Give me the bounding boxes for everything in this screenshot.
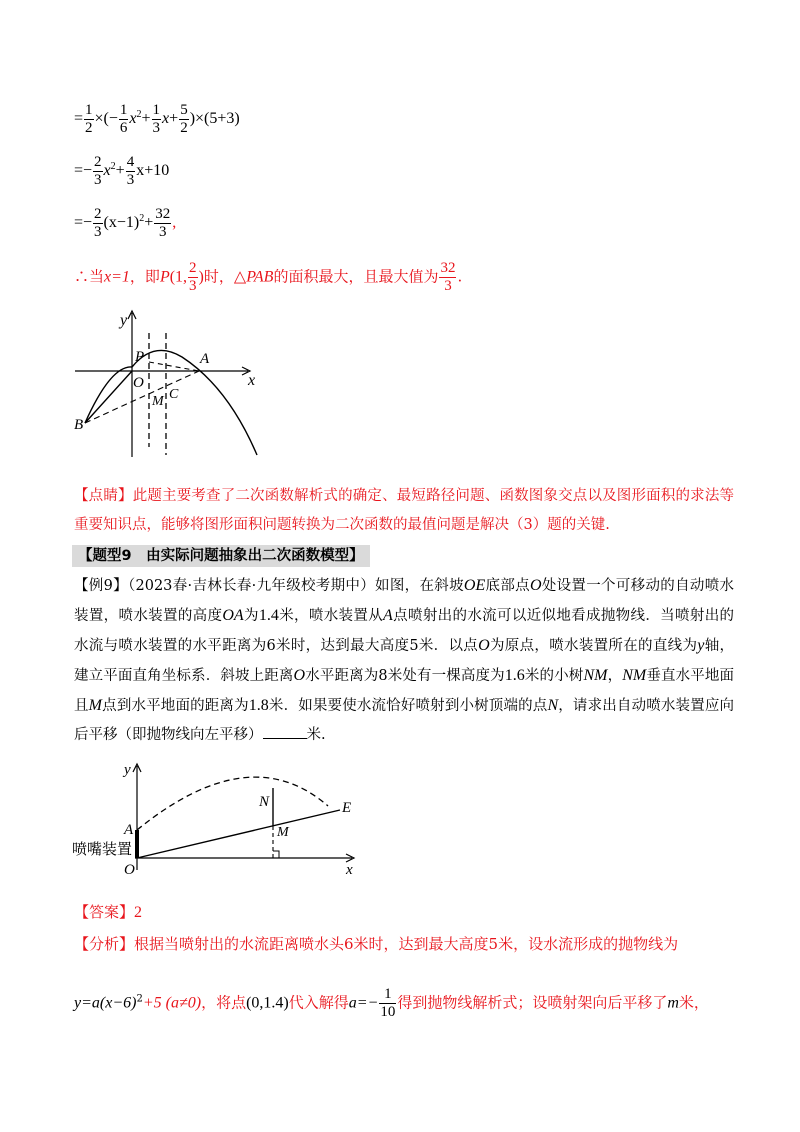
label-A: A — [124, 822, 134, 838]
label-x: x — [346, 862, 353, 878]
answer-tag: 【答案】 — [74, 903, 135, 921]
label-E: E — [342, 800, 352, 816]
water-parabola — [137, 777, 328, 830]
right-angle-mark — [273, 851, 279, 858]
derivation-line-2: =− $\frac{2}{3}$ $x^2+$ $\frac{4}{3}$ x+10 — [74, 154, 170, 188]
label-M: M — [152, 394, 164, 409]
segment-BO — [85, 371, 132, 423]
analysis-line-1: 【分析】根据当喷射出的水流距离喷水头6米时，达到最大高度5米，设水流形成的抛物线为 — [74, 935, 679, 953]
device-label: 喷嘴装置 — [72, 840, 133, 858]
label-O: O — [124, 862, 135, 878]
label-y: y — [120, 312, 128, 329]
slope-OE — [137, 810, 340, 858]
example-tag: 【例9】 — [74, 578, 128, 594]
comment-text: 此题主要考查了二次函数解析式的确定、最短路径问题、函数图象交点以及图形面积的求法等重要知识点，能够将图形面积问题转换为二次函数的最值问题是解决（3）题的关键. — [74, 488, 735, 533]
label-N: N — [259, 794, 270, 810]
label-x: x — [248, 372, 256, 389]
label-P: P — [135, 349, 145, 365]
conclusion-line: ∴当x=1，即P(1, $\frac{2}{3}$ )时，△PAB的面积最大，且最大值为 $\frac{32}{3}$ . — [74, 260, 463, 294]
example-paragraph: 【例9】（2023春·吉林长春·九年级校考期中）如图，在斜坡OE底部点O处设置一个可移动的自动喷水装置，喷水装置的高度OA为1.4米，喷水装置从A点喷射出的水流可以近似地看成抛物线．当喷射出的水流与喷水装置的水平距离为6米时，达到最大高度5米．以点O为原点，喷水装置所在的直线为y轴，建立平面直角坐标系．斜坡上距离O水平距离为8米处有一棵高度为1.6米的小树NM，NM垂直水平地面且M点到水平地面的距离为1.8米．如果要使水流恰好喷射到小树顶端的点N，请求出自动喷水装置应向后平移（即抛物线向左平移） 米. — [74, 577, 735, 743]
label-M: M — [277, 825, 289, 840]
answer-line — [74, 902, 142, 923]
analysis-line-2: $y=a(x-6)^2+5$ (a≠0)，将点(0,1.4)代入解得a=− $\frac{1}{10}$ 得到抛物线解析式；设喷射架向后平移了m米， — [74, 986, 709, 1020]
parabola-figure-1 — [70, 305, 270, 465]
derivation-line-3: =− $\frac{2}{3}$ $(x-1)^2+$ $\frac{32}{3}$ , — [74, 206, 177, 240]
label-B: B — [74, 417, 84, 433]
comment-paragraph — [74, 482, 734, 540]
label-y: y — [124, 762, 131, 778]
label-A: A — [200, 351, 210, 367]
analysis-tag: 【分析】 — [74, 935, 135, 953]
answer-value: 2 — [134, 904, 143, 921]
sprinkler-figure — [70, 758, 370, 878]
comment-tag: 【点睛】 — [74, 488, 133, 504]
derivation-line-1: = $\frac{1}{2}$ ×(− $\frac{1}{6}$ $x^2+$ $\frac{1}{3}$ x+ $\frac{5}{2}$ )×(5+3) — [74, 102, 240, 136]
section-title: 【题型9 由实际问题抽象出二次函数模型】 — [72, 545, 370, 567]
label-C: C — [169, 387, 179, 402]
label-O: O — [133, 375, 144, 391]
answer-blank — [263, 724, 307, 739]
